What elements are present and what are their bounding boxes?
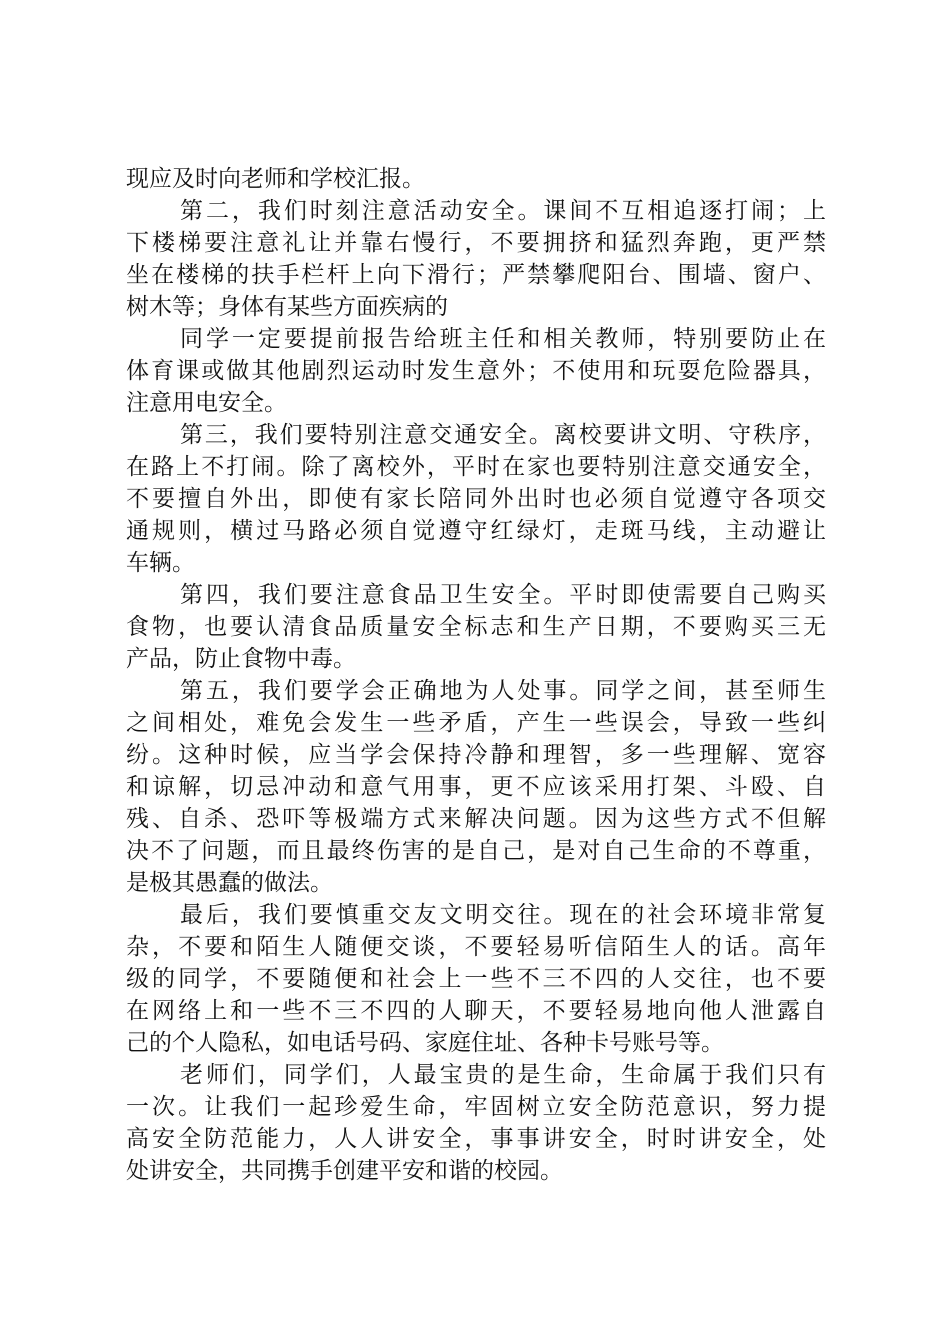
- document-body: [126, 163, 826, 1187]
- paragraph-3: [126, 323, 826, 419]
- text-line: 注意用电安全。: [126, 390, 287, 416]
- text-line: 和谅解，切忌冲动和意气用事，更不应该采用打架、斗殴、自: [126, 774, 826, 800]
- paragraph-6: [126, 675, 826, 899]
- text-line: 高安全防范能力，人人讲安全，事事讲安全，时时讲安全，处: [126, 1126, 826, 1152]
- text-line: 己的个人隐私，如电话号码、家庭住址、各种卡号账号等。: [126, 1030, 724, 1056]
- text-line: 级的同学，不要随便和社会上一些不三不四的人交往，也不要: [126, 966, 826, 992]
- paragraph-2: [126, 195, 826, 323]
- text-line: 第三，我们要特别注意交通安全。离校要讲文明、守秩序，: [180, 422, 826, 448]
- text-line: 产品，防止食物中毒。: [126, 646, 356, 672]
- text-line: 一次。让我们一起珍爱生命，牢固树立安全防范意识，努力提: [126, 1094, 826, 1120]
- text-line: 通规则，横过马路必须自觉遵守红绿灯，走斑马线，主动避让: [126, 518, 826, 544]
- text-line: 在路上不打闹。除了离校外，平时在家也要特别注意交通安全，: [126, 454, 826, 480]
- paragraph-5: [126, 579, 826, 675]
- paragraph-4: [126, 419, 826, 579]
- text-line: 最后，我们要慎重交友文明交往。现在的社会环境非常复: [180, 902, 826, 928]
- text-line: 现应及时向老师和学校汇报。: [126, 166, 425, 192]
- text-line: 食物，也要认清食品质量安全标志和生产日期，不要购买三无: [126, 614, 826, 640]
- text-line: 在网络上和一些不三不四的人聊天，不要轻易地向他人泄露自: [126, 998, 826, 1024]
- text-line: 第五，我们要学会正确地为人处事。同学之间，甚至师生: [180, 678, 826, 704]
- text-line: 车辆。: [126, 550, 195, 576]
- text-line: 之间相处，难免会发生一些矛盾，产生一些误会，导致一些纠: [126, 710, 826, 736]
- text-line: 残、自杀、恐吓等极端方式来解决问题。因为这些方式不但解: [126, 806, 826, 832]
- text-line: 坐在楼梯的扶手栏杆上向下滑行；严禁攀爬阳台、围墙、窗户、: [126, 262, 826, 288]
- text-line: 同学一定要提前报告给班主任和相关教师，特别要防止在: [180, 326, 826, 352]
- text-line: 老师们，同学们，人最宝贵的是生命，生命属于我们只有: [180, 1062, 826, 1088]
- text-line: 杂，不要和陌生人随便交谈，不要轻易听信陌生人的话。高年: [126, 934, 826, 960]
- paragraph-7: [126, 899, 826, 1059]
- text-line: 第四，我们要注意食品卫生安全。平时即使需要自己购买: [180, 582, 826, 608]
- text-line: 决不了问题，而且最终伤害的是自己，是对自己生命的不尊重，: [126, 838, 826, 864]
- text-line: 体育课或做其他剧烈运动时发生意外；不使用和玩耍危险器具，: [126, 358, 826, 384]
- text-line: 处讲安全，共同携手创建平安和谐的校园。: [126, 1158, 563, 1184]
- text-line: 下楼梯要注意礼让并靠右慢行，不要拥挤和猛烈奔跑，更严禁: [126, 230, 826, 256]
- paragraph-1: [126, 163, 826, 195]
- text-line: 树木等；身体有某些方面疾病的: [126, 294, 448, 320]
- text-line: 不要擅自外出，即使有家长陪同外出时也必须自觉遵守各项交: [126, 486, 826, 512]
- paragraph-8: [126, 1059, 826, 1187]
- text-line: 第二，我们时刻注意活动安全。课间不互相追逐打闹；上: [180, 198, 826, 224]
- text-line: 是极其愚蠢的做法。: [126, 870, 333, 896]
- text-line: 纷。这种时候，应当学会保持冷静和理智，多一些理解、宽容: [126, 742, 826, 768]
